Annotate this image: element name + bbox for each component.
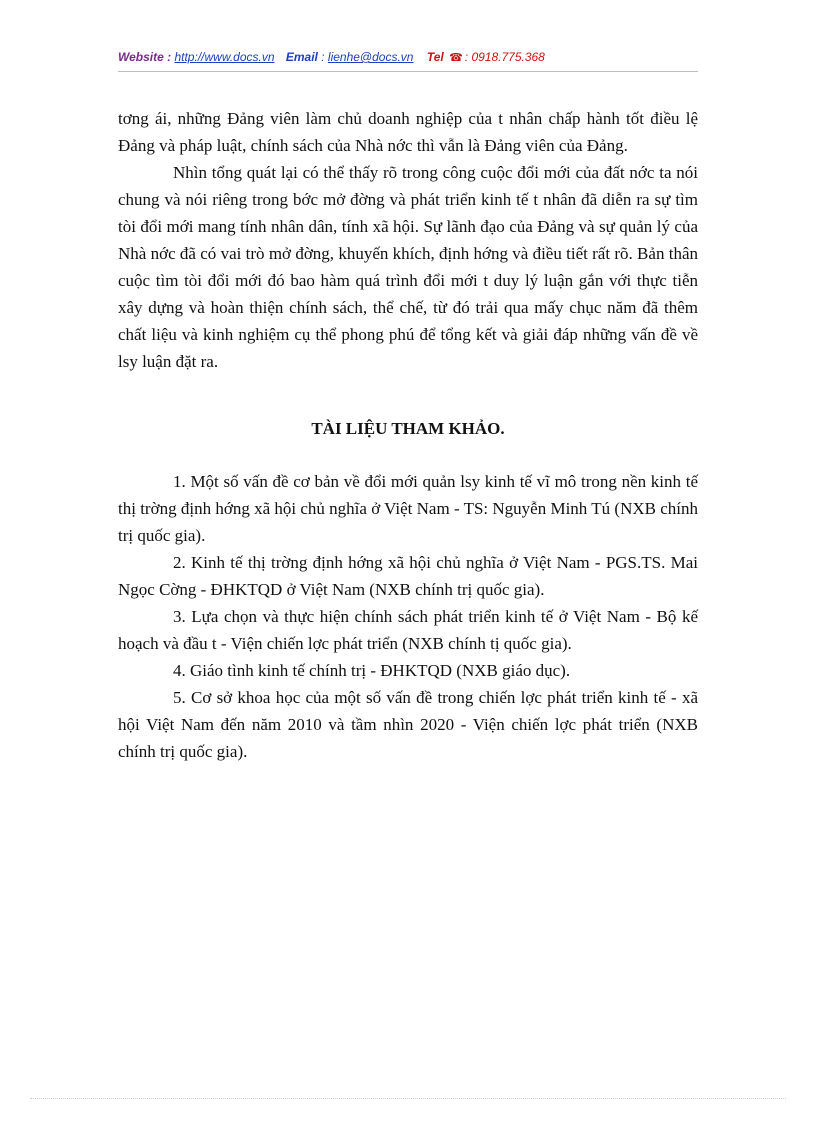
website-link[interactable]: http://www.docs.vn xyxy=(174,50,275,64)
email-label: Email xyxy=(285,50,318,64)
reference-item-3: 3. Lựa chọn và thực hiện chính sách phát triển kinh tế ở Việt Nam - Bộ kế hoạch và đầu t - Viện chiến lợc phát triển (NXB chính tị quốc gia). xyxy=(118,607,698,653)
body-paragraph-1: tơng ái, những Đảng viên làm chủ doanh nghiệp của t nhân chấp hành tốt điều lệ Đảng và pháp luật, chính sách của Nhà nớc thì vẫn là Đảng viên của Đảng. xyxy=(118,109,698,155)
tel-label: Tel xyxy=(426,50,444,64)
phone-icon: ☎ xyxy=(449,52,463,64)
header-divider xyxy=(118,71,698,72)
email-link[interactable]: lienhe@docs.vn xyxy=(327,50,414,64)
footer-divider xyxy=(30,1098,786,1099)
website-label: Website : xyxy=(118,50,172,64)
page-header xyxy=(118,50,698,64)
reference-item-5: 5. Cơ sở khoa học của một số vấn đề trong chiến lợc phát triển kinh tế - xã hội Việt Nam đến năm 2010 và tầm nhìn 2020 - Viện chiến lợc phát triển (NXB chính trị quốc gia). xyxy=(118,688,698,761)
body-paragraph-2: Nhìn tổng quát lại có thể thấy rõ trong công cuộc đổi mới của đất nớc ta nói chung và nói riêng trong bớc mở đờng và phát triển kinh tế t nhân đã diễn ra sự tìm tòi đổi mới mang tính nhân dân, tính xã hội. Sự lãnh đạo của Đảng và sự quản lý của Nhà nớc đã có vai trò mở đờng, khuyến khích, định hớng và điều tiết rất rõ. Bản thân cuộc tìm tòi đổi mới đó bao hàm quá trình đổi mới t duy lý luận gắn với thực tiễn xây dựng và hoàn thiện chính sách, thể chế, từ đó trải qua mấy chục năm đã thêm chất liệu và kinh nghiệm cụ thể phong phú để tổng kết và giải đáp những vấn đề về lsy luận đặt ra. xyxy=(118,163,698,371)
references-title: TÀI LIỆU THAM KHẢO. xyxy=(311,419,505,438)
reference-item-1: 1. Một số vấn đề cơ bản về đổi mới quản lsy kinh tế vĩ mô trong nền kinh tế thị trờng định hớng xã hội chủ nghĩa ở Việt Nam - TS: Nguyễn Minh Tú (NXB chính trị quốc gia). xyxy=(118,472,698,545)
reference-item-4: 4. Giáo tình kinh tế chính trị - ĐHKTQD (NXB giáo dục). xyxy=(173,661,571,680)
tel-number: : 0918.775.368 xyxy=(464,50,545,64)
reference-item-2: 2. Kinh tế thị trờng định hớng xã hội chủ nghĩa ở Việt Nam - PGS.TS. Mai Ngọc Cờng - ĐHKTQD ở Việt Nam (NXB chính trị quốc gia). xyxy=(118,553,698,599)
document-body xyxy=(118,105,698,765)
email-separator: : xyxy=(321,50,325,64)
